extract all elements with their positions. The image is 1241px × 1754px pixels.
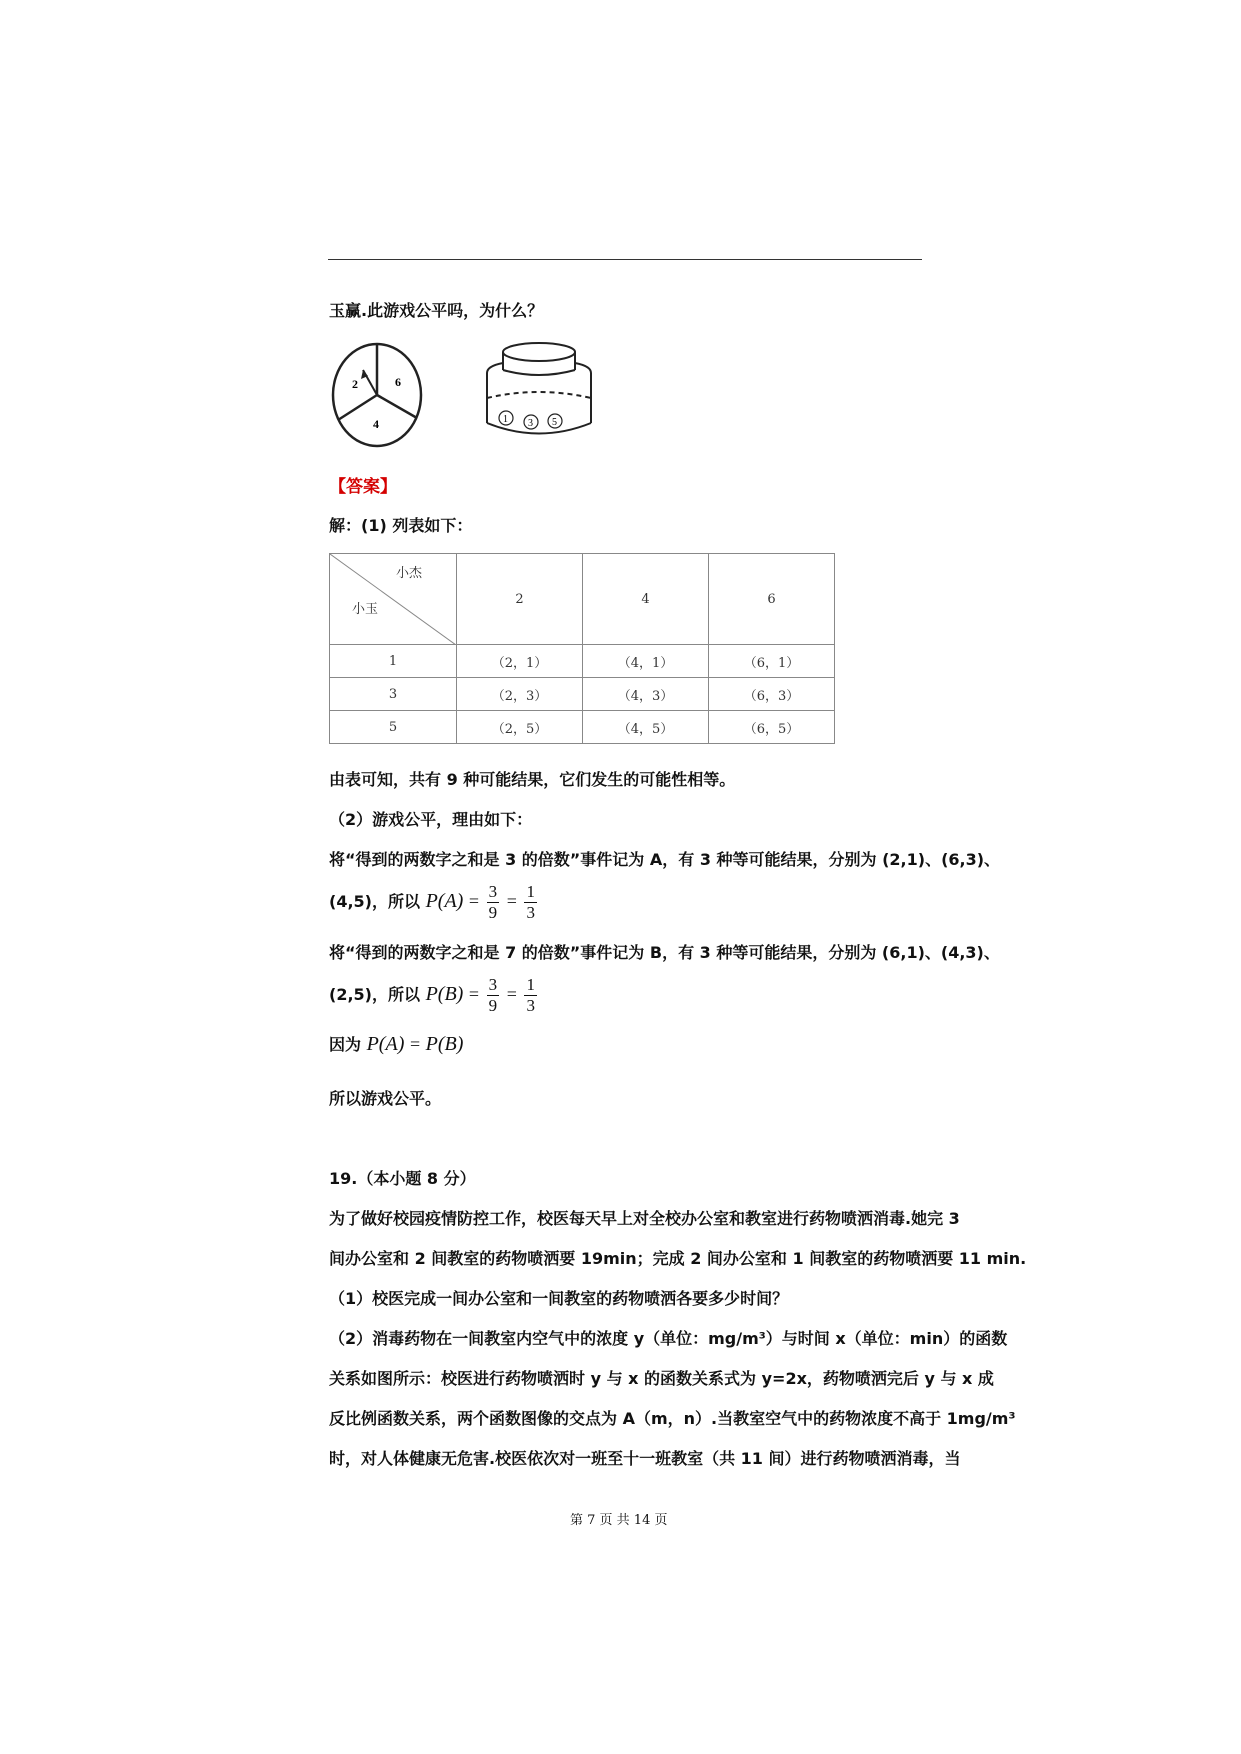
pb-symbol: P(B) xyxy=(425,983,464,1005)
spinner-divider-left xyxy=(338,395,377,420)
pa-symbol: P(A) xyxy=(366,1033,405,1055)
equals-sign: = xyxy=(409,1034,421,1054)
table-cell: （2，3） xyxy=(457,678,583,711)
q19-part1: （1）校医完成一间办公室和一间教室的药物喷洒各要多少时间？ xyxy=(329,1289,789,1308)
ball-1: 1 xyxy=(503,414,508,425)
pb-symbol: P(B) xyxy=(425,1033,464,1055)
column-header: 4 xyxy=(583,554,709,645)
q19-part2-line: 反比例函数关系，两个函数图像的交点为 A（m，n）.当教室空气中的药物浓度不高于 1mg/m³ xyxy=(329,1409,1016,1428)
col-header-label: 小杰 xyxy=(396,566,423,581)
equals-sign: = xyxy=(506,891,517,911)
row-label: 5 xyxy=(330,711,457,744)
pa-symbol: P(A) xyxy=(425,890,464,912)
table-cell: （6，3） xyxy=(709,678,835,711)
prob-b-prefix: (2,5)，所以 xyxy=(329,985,420,1004)
spinner-label-6: 6 xyxy=(395,375,401,389)
ball-5: 5 xyxy=(552,417,557,428)
equals-sign: = xyxy=(468,891,480,911)
event-a-line: 将“得到的两数字之和是 3 的倍数”事件记为 A，有 3 种等可能结果，分别为 (2,1)、(6,3)、 xyxy=(329,850,1001,869)
ball-3: 3 xyxy=(528,418,533,429)
answer-tag: 【答案】 xyxy=(329,477,397,497)
q19-title: 19.（本小题 8 分） xyxy=(329,1169,476,1188)
prob-a-line xyxy=(329,882,539,923)
header-rule xyxy=(328,259,922,260)
fraction-1-3: $\frac{1}{3}$ xyxy=(526,882,535,922)
table-cell: （4，1） xyxy=(583,645,709,678)
table-cell: （6，1） xyxy=(709,645,835,678)
row-label: 1 xyxy=(330,645,457,678)
column-header: 2 xyxy=(457,554,583,645)
equals-sign: = xyxy=(468,984,480,1004)
table-cell: （2，1） xyxy=(457,645,583,678)
because-prefix: 因为 xyxy=(329,1035,362,1054)
spinner-label-2: 2 xyxy=(352,377,358,391)
result-count-line: 由表可知，共有 9 种可能结果，它们发生的可能性相等。 xyxy=(329,770,736,789)
prob-b-line xyxy=(329,975,539,1016)
spinner-divider-right xyxy=(377,395,417,418)
q19-part2-line: 时，对人体健康无危害.校医依次对一班至十一班教室（共 11 间）进行药物喷洒消毒，当 xyxy=(329,1449,961,1468)
table-cell: （2，5） xyxy=(457,711,583,744)
q19-paragraph-line: 为了做好校园疫情防控工作，校医每天早上对全校办公室和教室进行药物喷洒消毒.她完 3 xyxy=(329,1209,960,1228)
because-line xyxy=(329,1032,463,1056)
conclusion-line: 所以游戏公平。 xyxy=(329,1089,442,1108)
row-header-label: 小玉 xyxy=(352,602,379,617)
table-cell: （4，3） xyxy=(583,678,709,711)
fraction-3-9: $\frac{3}{9}$ xyxy=(488,975,498,1015)
solution-intro: 解：(1) 列表如下： xyxy=(329,516,473,535)
spinner-figure xyxy=(330,340,426,450)
column-header: 6 xyxy=(709,554,835,645)
event-b-line: 将“得到的两数字之和是 7 的倍数”事件记为 B，有 3 种等可能结果，分别为 (6,1)、(4,3)、 xyxy=(329,943,1000,962)
row-label: 3 xyxy=(330,678,457,711)
outcome-table xyxy=(329,553,835,744)
prob-a-prefix: (4,5)，所以 xyxy=(329,892,420,911)
q19-paragraph-line: 间办公室和 2 间教室的药物喷洒要 19min；完成 2 间办公室和 1 间教室的药物喷洒要 11 min. xyxy=(329,1249,1027,1268)
equals-sign: = xyxy=(506,984,517,1004)
page-footer: 第 7 页 共 14 页 xyxy=(570,1513,668,1528)
q19-part2-line: （2）消毒药物在一间教室内空气中的浓度 y（单位：mg/m³）与时间 x（单位：min）的函数 xyxy=(329,1329,1008,1348)
fraction-3-9: $\frac{3}{9}$ xyxy=(488,882,498,922)
spinner-label-4: 4 xyxy=(373,417,379,431)
table-row xyxy=(330,645,835,678)
part2-heading: （2）游戏公平，理由如下： xyxy=(329,810,533,829)
intro-line: 玉赢.此游戏公平吗，为什么？ xyxy=(329,301,544,320)
table-corner-cell xyxy=(330,554,457,645)
table-cell: （4，5） xyxy=(583,711,709,744)
table-cell: （6，5） xyxy=(709,711,835,744)
cylinder-figure xyxy=(484,340,594,444)
q19-part2-line: 关系如图所示：校医进行药物喷洒时 y 与 x 的函数关系式为 y=2x，药物喷洒完后 y 与 x 成 xyxy=(329,1369,994,1388)
table-row xyxy=(330,711,835,744)
table-row xyxy=(330,678,835,711)
fraction-1-3: $\frac{1}{3}$ xyxy=(526,975,535,1015)
